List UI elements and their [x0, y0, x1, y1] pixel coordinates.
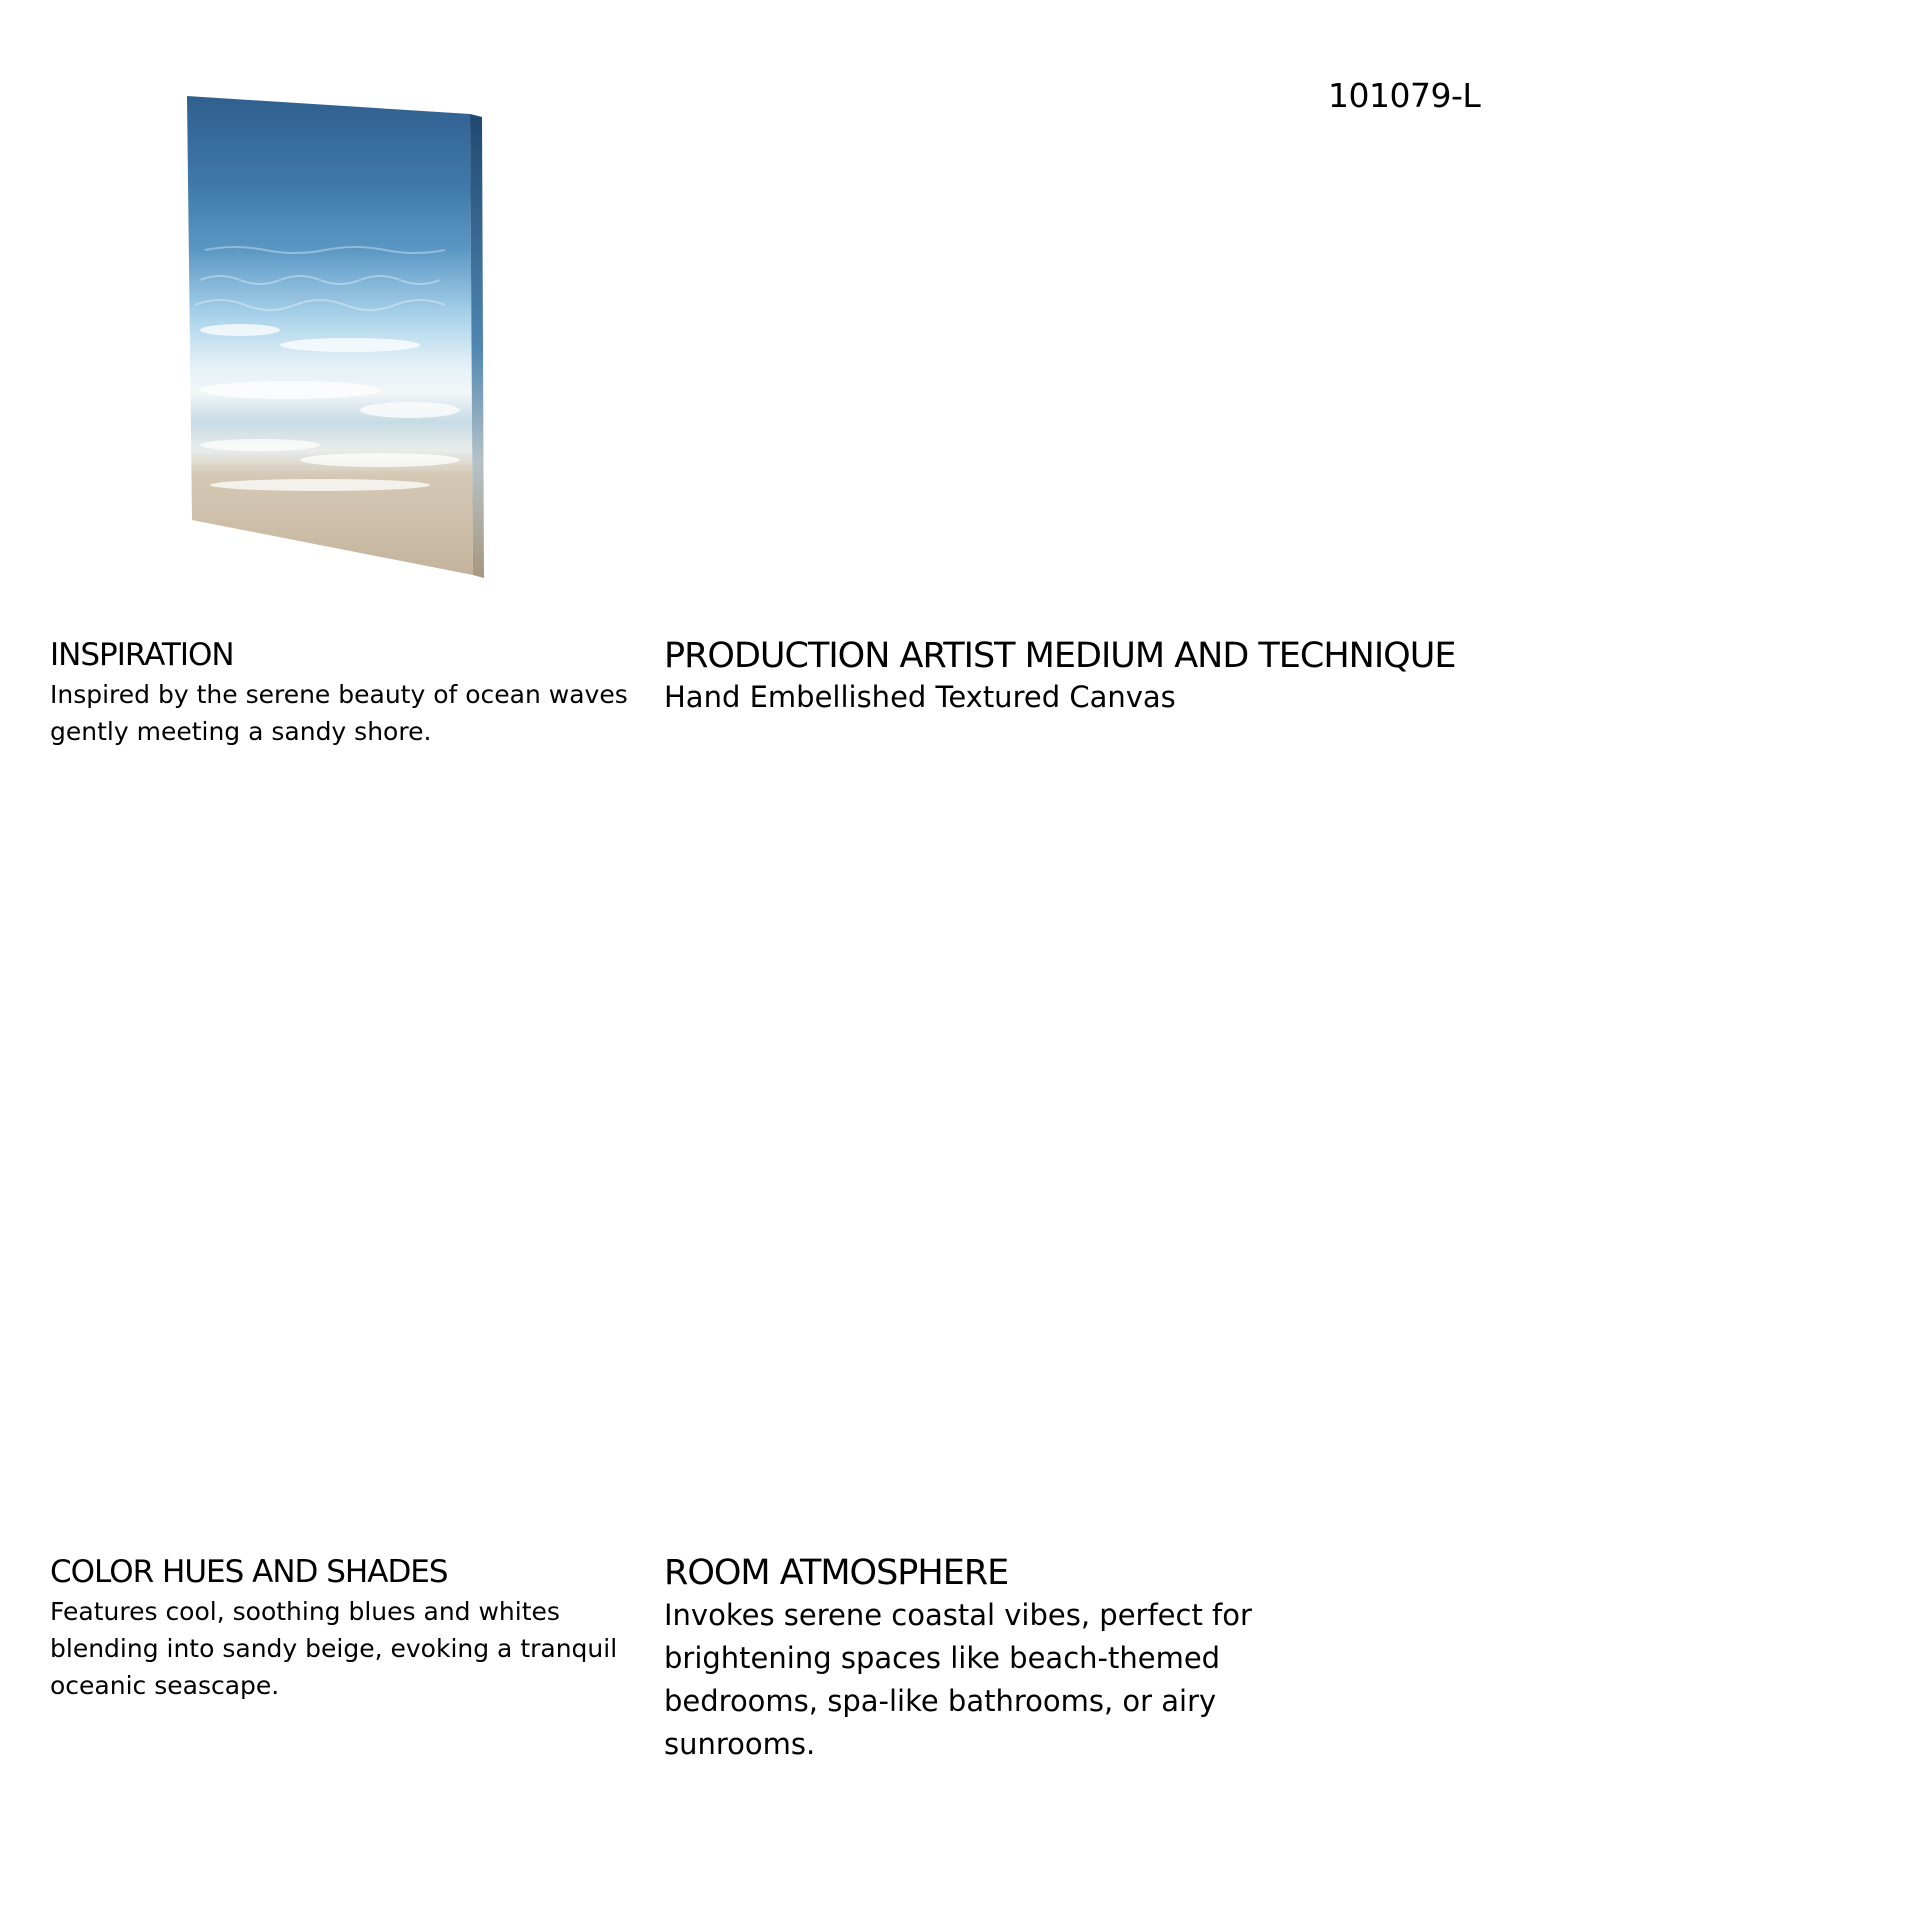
color-hues-heading: COLOR HUES AND SHADES: [50, 1554, 448, 1590]
medium-technique-heading: PRODUCTION ARTIST MEDIUM AND TECHNIQUE: [664, 636, 1456, 676]
color-hues-text: Features cool, soothing blues and whites blending into sandy beige, evoking a tranquil oceanic seascape.: [50, 1596, 618, 1700]
medium-technique-text: Hand Embellished Textured Canvas: [664, 680, 1176, 715]
medium-technique-section: [664, 636, 1664, 717]
room-atmosphere-heading: ROOM ATMOSPHERE: [664, 1553, 1009, 1593]
room-atmosphere-section: [664, 1553, 1264, 1766]
color-hues-section: [50, 1555, 640, 1704]
canvas-artwork-image: [180, 90, 500, 590]
inspiration-heading: INSPIRATION: [50, 637, 234, 673]
inspiration-section: [50, 638, 630, 750]
room-atmosphere-text: Invokes serene coastal vibes, perfect for brightening spaces like beach-themed bedrooms, spa-like bathrooms, or airy sunrooms.: [664, 1598, 1252, 1762]
product-sku: 101079-L: [1328, 76, 1481, 115]
inspiration-text: Inspired by the serene beauty of ocean waves gently meeting a sandy shore.: [50, 679, 628, 746]
